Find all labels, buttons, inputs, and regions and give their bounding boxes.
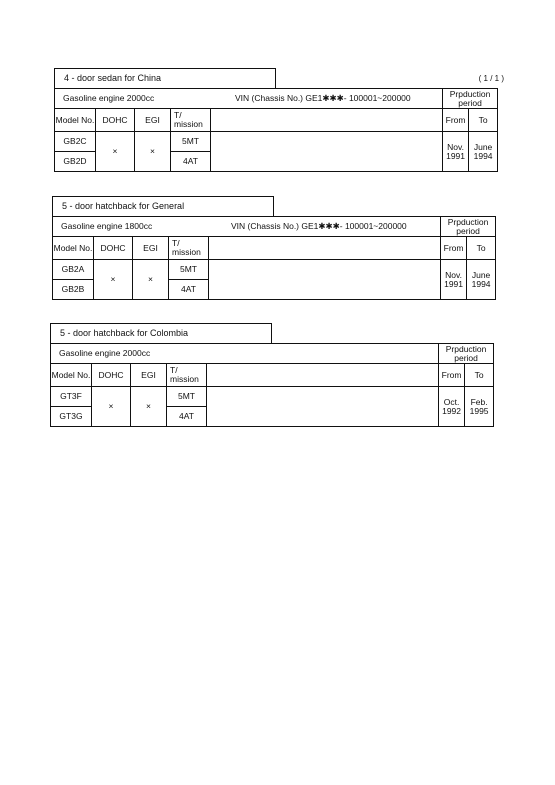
dohc-header: DOHC xyxy=(92,364,131,387)
egi-mark: × xyxy=(133,260,169,300)
blank-cell xyxy=(209,260,441,300)
model-cell: GB2D xyxy=(55,152,96,172)
section-hatchback-general xyxy=(52,196,495,308)
transmission-header: T/ mission xyxy=(169,237,209,260)
to-cell: Feb. 1995 xyxy=(465,387,494,427)
from-cell: Nov. 1991 xyxy=(443,132,469,172)
engine-label: Gasoline engine 2000cc xyxy=(59,348,151,358)
from-header: From xyxy=(439,364,465,387)
model-no-header: Model No. xyxy=(53,237,94,260)
engine-label: Gasoline engine 2000cc xyxy=(63,93,155,103)
transmission-cell: 4AT xyxy=(167,407,207,427)
dohc-mark: × xyxy=(96,132,135,172)
production-period-header: Prpduction period xyxy=(441,217,496,237)
dohc-header: DOHC xyxy=(96,109,135,132)
section-title: 5 - door hatchback for General xyxy=(52,196,274,216)
production-period-header: Prpduction period xyxy=(439,344,494,364)
from-cell: Oct. 1992 xyxy=(439,387,465,427)
blank-cell xyxy=(211,132,443,172)
model-cell: GB2B xyxy=(53,280,94,300)
dohc-mark: × xyxy=(92,387,131,427)
engine-row xyxy=(51,344,439,364)
dohc-header: DOHC xyxy=(94,237,133,260)
spec-table xyxy=(54,88,498,172)
section-sedan-china xyxy=(54,68,497,180)
transmission-cell: 5MT xyxy=(169,260,209,280)
blank-cell xyxy=(207,387,439,427)
from-header: From xyxy=(443,109,469,132)
vin-label: VIN (Chassis No.) GE1✱✱✱- 100001~200000 xyxy=(231,221,407,231)
to-header: To xyxy=(467,237,496,260)
to-header: To xyxy=(469,109,498,132)
vin-label: VIN (Chassis No.) GE1✱✱✱- 100001~200000 xyxy=(235,93,411,103)
transmission-cell: 5MT xyxy=(167,387,207,407)
blank-cell xyxy=(207,364,439,387)
engine-row xyxy=(55,89,443,109)
spec-table xyxy=(50,343,494,427)
blank-cell xyxy=(209,237,441,260)
blank-cell xyxy=(211,109,443,132)
from-cell: Nov. 1991 xyxy=(441,260,467,300)
to-header: To xyxy=(465,364,494,387)
transmission-header: T/ mission xyxy=(167,364,207,387)
from-header: From xyxy=(441,237,467,260)
egi-header: EGI xyxy=(131,364,167,387)
model-no-header: Model No. xyxy=(55,109,96,132)
section-title: 4 - door sedan for China xyxy=(54,68,276,88)
model-cell: GT3F xyxy=(51,387,92,407)
to-cell: June 1994 xyxy=(467,260,496,300)
egi-mark: × xyxy=(135,132,171,172)
spec-table xyxy=(52,216,496,300)
production-period-header: Prpduction period xyxy=(443,89,498,109)
page-number: ( 1 / 1 ) xyxy=(478,74,504,83)
transmission-header: T/ mission xyxy=(171,109,211,132)
engine-label: Gasoline engine 1800cc xyxy=(61,221,153,231)
dohc-mark: × xyxy=(94,260,133,300)
transmission-cell: 4AT xyxy=(169,280,209,300)
egi-header: EGI xyxy=(135,109,171,132)
model-cell: GB2A xyxy=(53,260,94,280)
egi-mark: × xyxy=(131,387,167,427)
egi-header: EGI xyxy=(133,237,169,260)
model-cell: GB2C xyxy=(55,132,96,152)
section-title: 5 - door hatchback for Colombia xyxy=(50,323,272,343)
model-cell: GT3G xyxy=(51,407,92,427)
model-no-header: Model No. xyxy=(51,364,92,387)
engine-row xyxy=(53,217,441,237)
transmission-cell: 4AT xyxy=(171,152,211,172)
to-cell: June 1994 xyxy=(469,132,498,172)
transmission-cell: 5MT xyxy=(171,132,211,152)
section-hatchback-colombia xyxy=(50,323,493,435)
